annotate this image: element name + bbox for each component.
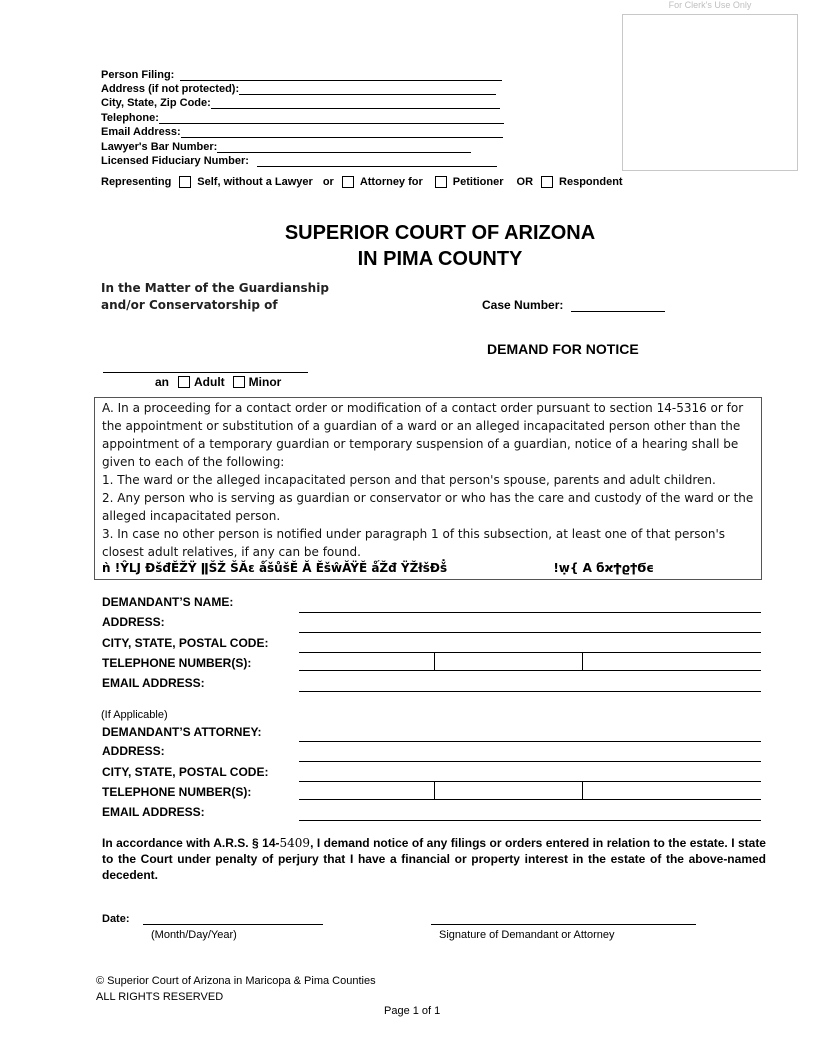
rights-line: ALL RIGHTS RESERVED bbox=[96, 991, 224, 1003]
telephone-label: Telephone: bbox=[101, 112, 159, 124]
document-title: DEMAND FOR NOTICE bbox=[487, 341, 639, 357]
address-row bbox=[101, 81, 496, 95]
clerk-use-box bbox=[622, 14, 798, 171]
email-field[interactable] bbox=[181, 126, 503, 138]
matter-caption bbox=[101, 280, 329, 314]
attorney-telephone-label: TELEPHONE NUMBER(S): bbox=[102, 785, 252, 799]
fiduciary-field[interactable] bbox=[257, 155, 497, 167]
or-label: or bbox=[322, 176, 334, 188]
telephone-row bbox=[101, 110, 504, 124]
person-filing-label: Person Filing: bbox=[101, 69, 175, 81]
representing-row bbox=[101, 176, 623, 188]
accordance-statute-number: 5409 bbox=[279, 836, 311, 850]
attorney-email-field[interactable] bbox=[299, 820, 761, 821]
demandant-email-label: EMAIL ADDRESS: bbox=[102, 676, 205, 690]
page-number: Page 1 of 1 bbox=[384, 1005, 441, 1017]
demandant-address-label: ADDRESS: bbox=[102, 615, 165, 629]
attorney-phone-3[interactable] bbox=[583, 782, 761, 799]
petitioner-label: Petitioner bbox=[452, 176, 504, 188]
city-label: City, State, Zip Code: bbox=[101, 97, 211, 109]
demandant-telephone-label: TELEPHONE NUMBER(S): bbox=[102, 656, 252, 670]
demandant-phone-3[interactable] bbox=[583, 653, 761, 670]
date-caption: (Month/Day/Year) bbox=[151, 929, 237, 941]
accordance-part1: In accordance with A.R.S. § 14- bbox=[102, 836, 280, 850]
demandant-telephone-grid bbox=[299, 652, 761, 671]
minor-checkbox[interactable] bbox=[233, 376, 245, 388]
case-number-label: Case Number: bbox=[482, 298, 564, 312]
fiduciary-row bbox=[101, 153, 497, 167]
city-field[interactable] bbox=[211, 97, 500, 109]
attorney-email-label: EMAIL ADDRESS: bbox=[102, 805, 205, 819]
demandant-city-label: CITY, STATE, POSTAL CODE: bbox=[102, 636, 269, 650]
fiduciary-label: Licensed Fiduciary Number: bbox=[101, 155, 249, 167]
adult-checkbox[interactable] bbox=[178, 376, 190, 388]
address-field[interactable] bbox=[239, 83, 496, 95]
self-label: Self, without a Lawyer bbox=[197, 176, 313, 188]
city-row bbox=[101, 95, 500, 109]
address-label: Address (if not protected): bbox=[101, 83, 240, 95]
case-number-field[interactable] bbox=[571, 298, 665, 312]
ward-type-row bbox=[155, 375, 281, 389]
self-checkbox[interactable] bbox=[179, 176, 191, 188]
respondent-checkbox[interactable] bbox=[541, 176, 553, 188]
adult-label: Adult bbox=[194, 375, 225, 389]
attorney-phone-1[interactable] bbox=[299, 782, 435, 799]
statute-item-3: 3. In case no other person is notified under paragraph 1 of this subsection, at least one of that person's closest adult relatives, if any can be found. bbox=[102, 527, 726, 559]
bar-number-field[interactable] bbox=[217, 141, 471, 153]
bar-number-row bbox=[101, 139, 471, 153]
clerk-use-label: For Clerk's Use Only bbox=[668, 0, 752, 10]
date-field[interactable] bbox=[143, 924, 323, 925]
statute-citation-right: !ẉ{ A бϰϮϱϯϬϵ bbox=[553, 561, 654, 575]
minor-label: Minor bbox=[248, 375, 282, 389]
signature-field[interactable] bbox=[431, 924, 696, 925]
accordance-statement bbox=[102, 835, 766, 883]
demandant-email-field[interactable] bbox=[299, 691, 761, 692]
email-label: Email Address: bbox=[101, 126, 181, 138]
matter-line2: and/or Conservatorship of bbox=[101, 298, 278, 312]
accordance-part2: , I demand notice of any filings or orders entered in relation to the estate. I state to the Court under penalty of perjury that I have a financial or property interest in the estate of the above-named decedent. bbox=[102, 836, 766, 882]
statute-item-2: 2. Any person who is serving as guardian or conservator or who has the care and custody of the ward or the alleged incapacitated person. bbox=[102, 491, 754, 523]
demandant-name-label: DEMANDANT’S NAME: bbox=[102, 595, 234, 609]
statute-box bbox=[94, 397, 762, 580]
representing-label: Representing bbox=[101, 176, 172, 188]
demandant-name-field[interactable] bbox=[299, 612, 761, 613]
person-filing-field[interactable] bbox=[180, 69, 502, 81]
copyright-block bbox=[96, 973, 376, 1005]
or-upper-label: OR bbox=[516, 176, 534, 188]
attorney-for-label: Attorney for bbox=[359, 176, 423, 188]
attorney-address-field[interactable] bbox=[299, 761, 761, 762]
person-filing-row bbox=[101, 67, 502, 81]
attorney-name-label: DEMANDANT’S ATTORNEY: bbox=[102, 725, 262, 739]
demandant-address-field[interactable] bbox=[299, 632, 761, 633]
respondent-label: Respondent bbox=[559, 176, 623, 188]
petitioner-checkbox[interactable] bbox=[435, 176, 447, 188]
demandant-phone-2[interactable] bbox=[435, 653, 583, 670]
attorney-city-label: CITY, STATE, POSTAL CODE: bbox=[102, 765, 269, 779]
telephone-field[interactable] bbox=[159, 112, 504, 124]
attorney-telephone-grid bbox=[299, 781, 761, 800]
statute-citation-row bbox=[102, 561, 754, 575]
copyright-line: © Superior Court of Arizona in Maricopa & Pima Counties bbox=[96, 975, 376, 987]
demandant-phone-1[interactable] bbox=[299, 653, 435, 670]
statute-citation-left: ǹ !ŶLJ ĐšđĚŽŸ ǁŠŽ ŠĂɛ ǻšůšĚ Ă ĚšŵĂŸĚ ǻŽđ ŸŽłšĐṧ bbox=[102, 561, 448, 575]
matter-line1: In the Matter of the Guardianship bbox=[101, 281, 329, 295]
statute-paragraph-a: A. In a proceeding for a contact order or modification of a contact order pursuant to section 14-5316 or for the appointment or substitution of a guardian of a ward or an alleged incapacitated person other than the appointment of a temporary guardian or temporary suspension of a guardian, notice of a hearing shall be given to each of the following: bbox=[102, 401, 744, 469]
if-applicable-note: (If Applicable) bbox=[101, 709, 168, 721]
bar-number-label: Lawyer's Bar Number: bbox=[101, 141, 218, 153]
attorney-for-checkbox[interactable] bbox=[342, 176, 354, 188]
court-title-line2: IN PIMA COUNTY bbox=[357, 248, 523, 270]
attorney-address-label: ADDRESS: bbox=[102, 744, 165, 758]
case-number-row bbox=[482, 298, 665, 312]
signature-caption: Signature of Demandant or Attorney bbox=[439, 929, 615, 941]
date-label: Date: bbox=[102, 913, 130, 925]
ward-name-field[interactable] bbox=[103, 372, 308, 373]
attorney-phone-2[interactable] bbox=[435, 782, 583, 799]
email-row bbox=[101, 124, 503, 138]
attorney-name-field[interactable] bbox=[299, 741, 761, 742]
an-label: an bbox=[155, 375, 170, 389]
court-title-line1: SUPERIOR COURT OF ARIZONA bbox=[284, 222, 596, 244]
statute-item-1: 1. The ward or the alleged incapacitated person and that person's spouse, parents and adult children. bbox=[102, 473, 716, 487]
